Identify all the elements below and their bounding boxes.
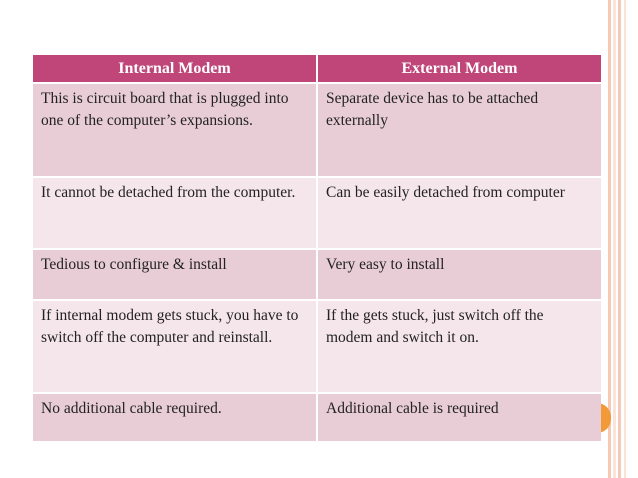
- column-header-external-modem: External Modem: [317, 55, 601, 83]
- table-row: [33, 177, 601, 249]
- decorative-stripe: [624, 0, 626, 478]
- table-cell: Very easy to install: [317, 249, 601, 300]
- table-row: [33, 300, 601, 393]
- table-cell: Additional cable is required: [317, 393, 601, 441]
- comparison-table: [33, 55, 601, 441]
- table-cell: This is circuit board that is plugged into one of the computer’s expansions.: [33, 83, 317, 177]
- table-cell: Tedious to configure & install: [33, 249, 317, 300]
- decorative-stripe: [613, 0, 616, 478]
- table-row: [33, 83, 601, 177]
- table-cell: Can be easily detached from computer: [317, 177, 601, 249]
- table-cell: If the gets stuck, just switch off the modem and switch it on.: [317, 300, 601, 393]
- table-cell: No additional cable required.: [33, 393, 317, 441]
- decorative-stripe: [618, 0, 621, 478]
- decorative-stripe: [608, 0, 611, 478]
- table-cell: If internal modem gets stuck, you have to switch off the computer and reinstall.: [33, 300, 317, 393]
- table-row: [33, 393, 601, 441]
- column-header-internal-modem: Internal Modem: [33, 55, 317, 83]
- table-header-row: [33, 55, 601, 83]
- table-cell: It cannot be detached from the computer.: [33, 177, 317, 249]
- table-row: [33, 249, 601, 300]
- table-cell: Separate device has to be attached externally: [317, 83, 601, 177]
